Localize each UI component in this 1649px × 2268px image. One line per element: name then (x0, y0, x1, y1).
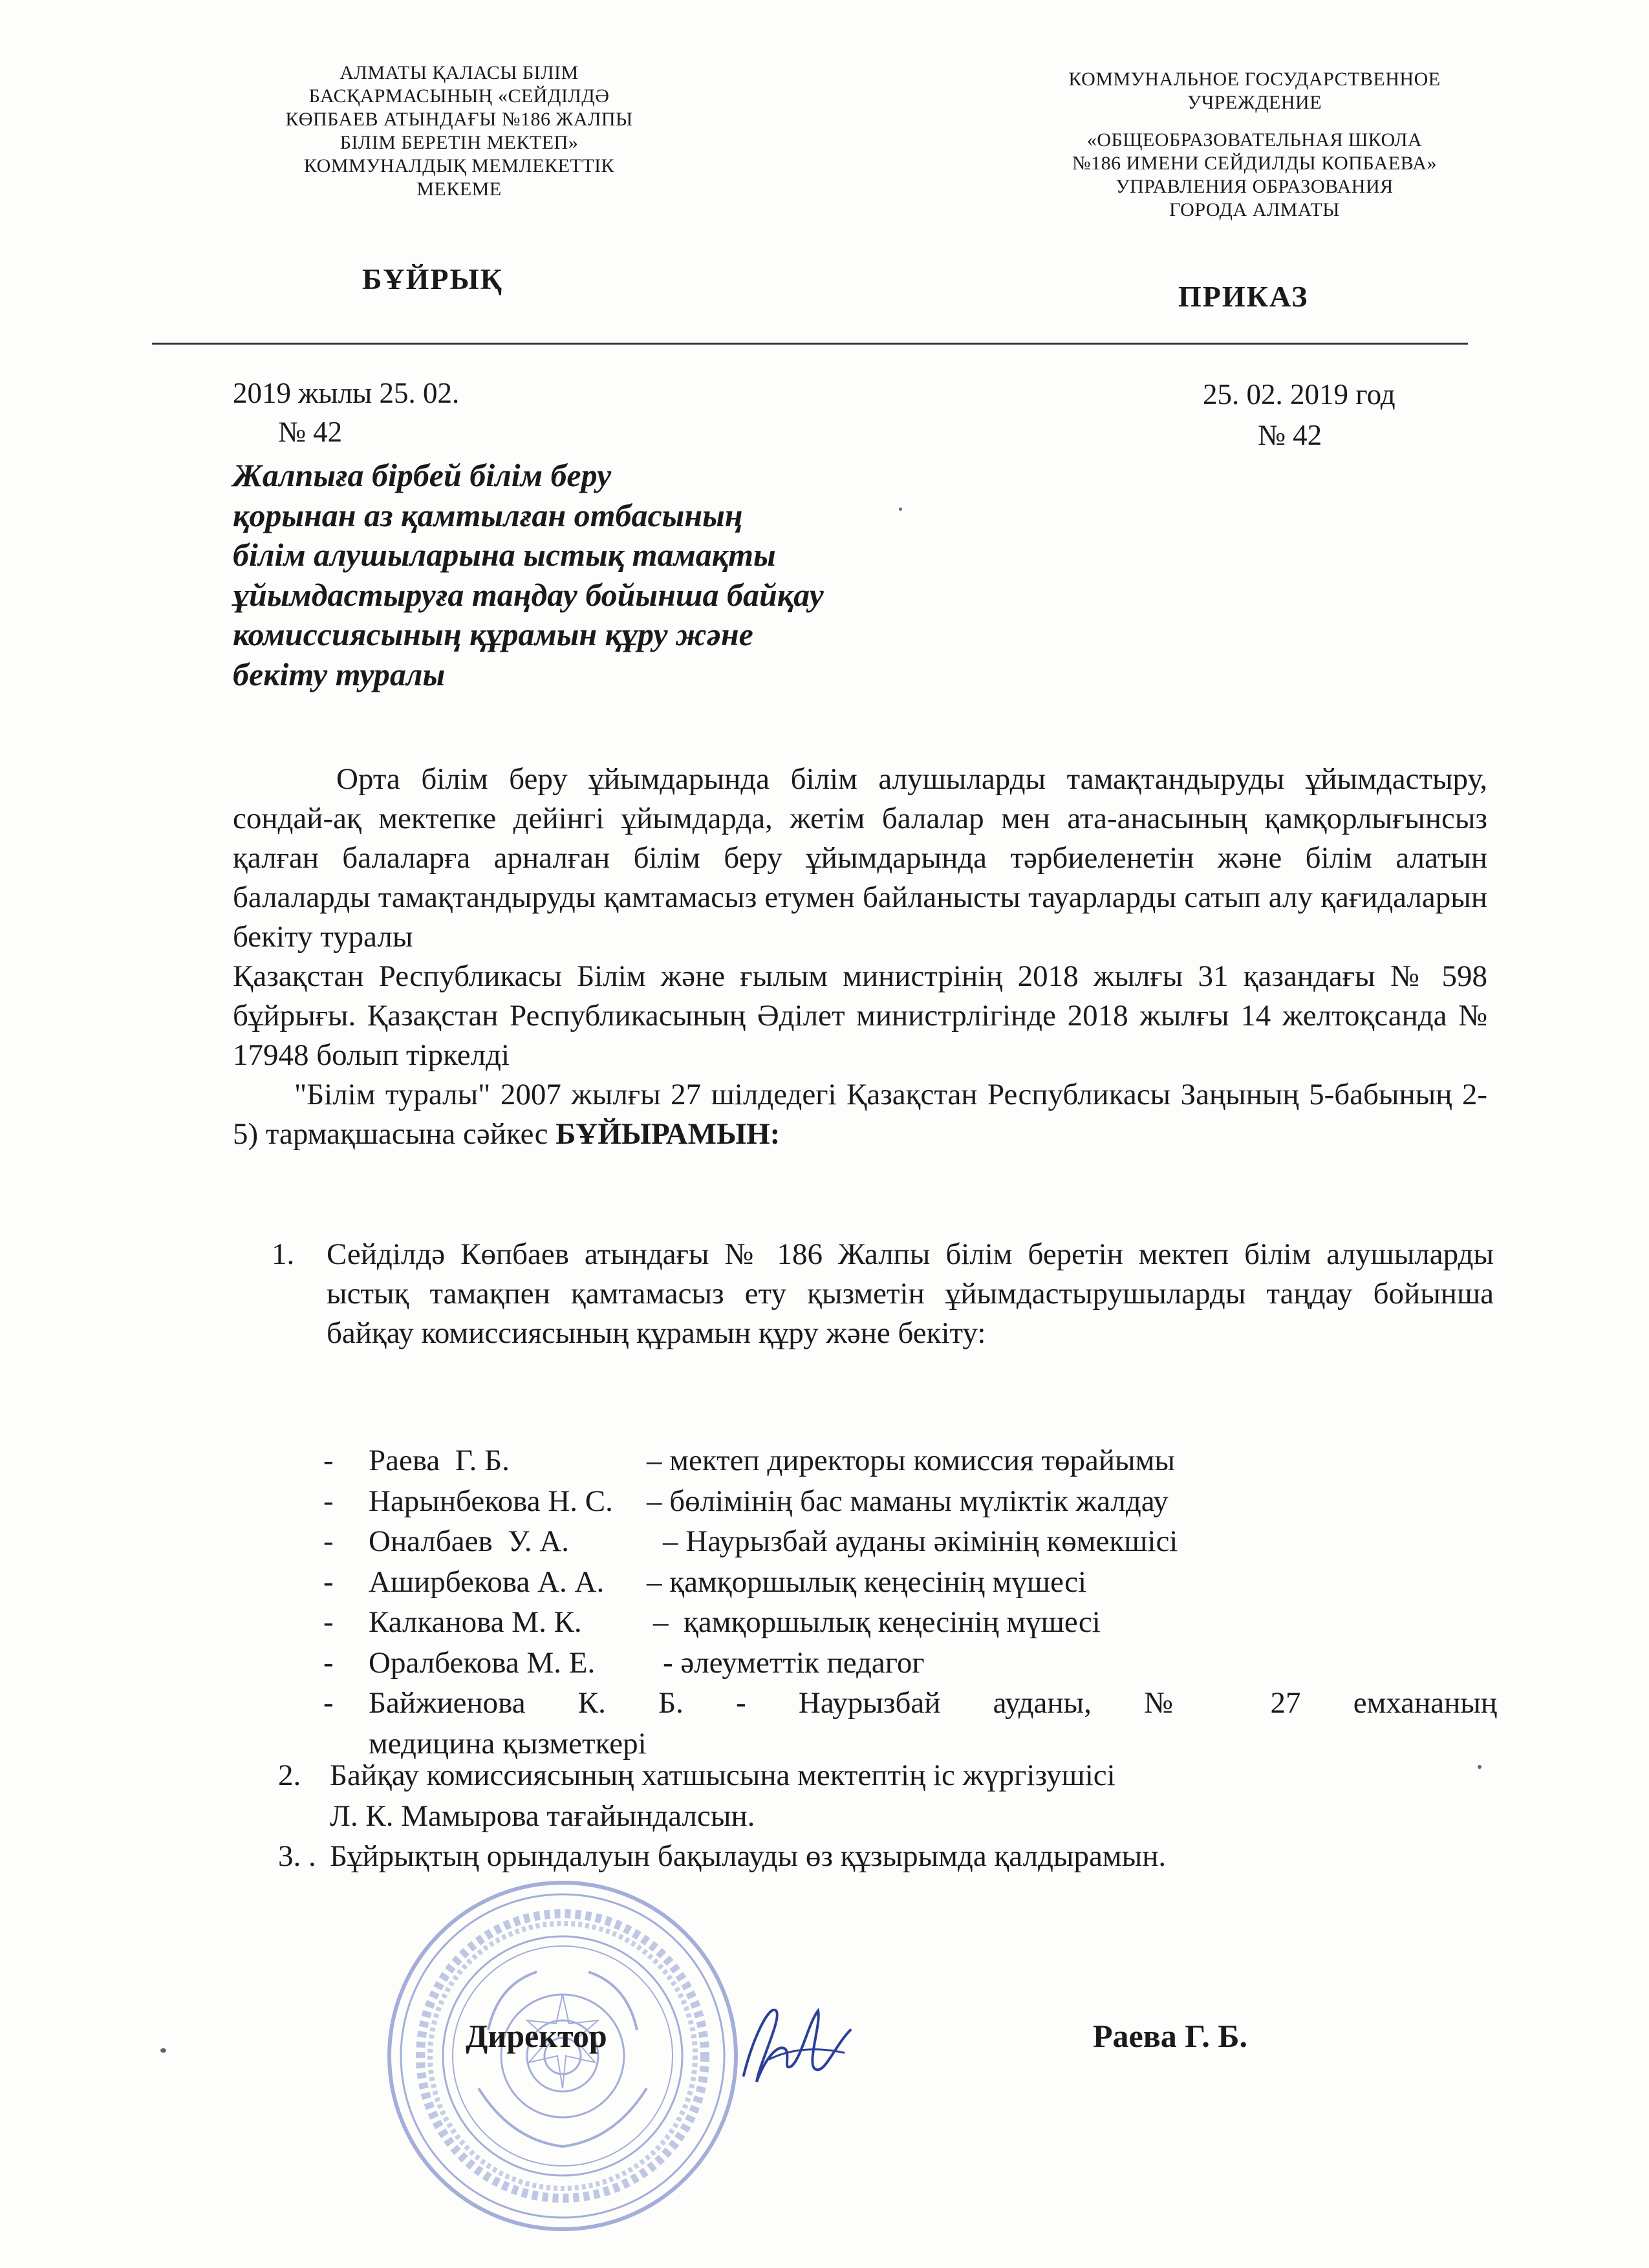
header-ru-line: ГОРОДА АЛМАТЫ (1169, 199, 1340, 220)
member-row (323, 1440, 1497, 1481)
header-ru-line: КОММУНАЛЬНОЕ ГОСУДАРСТВЕННОЕ (1068, 69, 1441, 90)
header-kz-line: КОММУНАЛДЫҚ МЕМЛЕКЕТТІК (303, 155, 615, 177)
paragraph-rules: Орта білім беру ұйымдарында білім алушыларды тамақтандыруды ұйымдастыру, сондай-ақ мектепке дейінгі ұйымдарда, жетім балалар мен ата-анасының қамқорлығынсыз қалған балаларға арналған білім беру ұйымдарында тәрбиеленетін және білім алатын балаларды тамақтандыруды қамтамасыз етумен байланысты тауарларды сатып алу қағидаларын бекіту туралы (233, 762, 1487, 954)
member-name: Калканова М. К. (369, 1605, 582, 1639)
member-row (323, 1683, 1497, 1724)
item-number: 2. (278, 1759, 301, 1792)
bullet-dash: - (323, 1686, 334, 1720)
law-text: "Білім туралы" 2007 жылғы 27 шілдедегі Қазақстан Республикасы Заңының 5-бабының 2-5) тармақшасына сәйкес (233, 1078, 1487, 1151)
scan-speck (899, 508, 902, 511)
title-line: комиссиясының құрамын құру және (233, 616, 753, 652)
member-row (323, 1643, 1497, 1684)
member-row (323, 1562, 1497, 1603)
member-row (323, 1602, 1497, 1643)
member-role: – Наурызбай ауданы әкімінің көмекшісі (663, 1524, 1178, 1558)
header-ru-org (1009, 68, 1500, 222)
scan-speck (160, 2048, 166, 2053)
header-kz-line: БАСҚАРМАСЫНЫҢ «СЕЙДІЛДӘ (308, 85, 610, 107)
item-number: 3. . (278, 1839, 316, 1873)
member-role: – мектеп директоры комиссия төрайымы (647, 1444, 1175, 1477)
header-ru-line: УЧРЕЖДЕНИЕ (1187, 92, 1322, 113)
member-entry: Байжиенова К. Б. - Наурызбай ауданы, № 27 емхананың (369, 1686, 1497, 1720)
bullet-dash: - (323, 1565, 334, 1599)
header-kz-line: АЛМАТЫ ҚАЛАСЫ БІЛІМ (339, 62, 579, 83)
member-role: - әлеуметтік педагог (663, 1645, 925, 1680)
date-kz: 2019 жылы 25. 02. (233, 377, 460, 409)
title-line: ұйымдастыруға таңдау бойынша байқау (233, 576, 824, 613)
commission-members (323, 1440, 1497, 1764)
item-text: Сейділдә Көпбаев атындағы № 186 Жалпы білім беретін мектеп білім алушыларды ыстық тамақпен қамтамасыз ету қызметін ұйымдастырушыларды таңдау бойынша байқау комиссиясының құрамын құру және бекіту: (327, 1237, 1494, 1350)
item-text: Бұйрықтың орындалуын бақылауды өз құзырымда қалдырамын. (330, 1839, 1167, 1873)
bullet-dash: - (323, 1524, 334, 1558)
school-round-stamp (382, 1875, 744, 2237)
item-text: Байқау комиссиясының хатшысына мектептің іс жүргізушісі (330, 1759, 1116, 1792)
member-name: Аширбекова А. А. (369, 1565, 605, 1599)
header-kz-line: КӨПБАЕВ АТЫНДАҒЫ №186 ЖАЛПЫ (285, 109, 633, 130)
member-role: – қамқоршылық кеңесінің мүшесі (653, 1605, 1101, 1639)
order-body (233, 760, 1487, 1154)
title-line: білім алушыларына ыстық тамақты (233, 537, 776, 573)
signature-name: Раева Г. Б. (1093, 2018, 1247, 2054)
header-kz-line: БІЛІМ БЕРЕТІН МЕКТЕП» (339, 132, 579, 153)
bullet-dash: - (323, 1605, 334, 1639)
member-row (323, 1521, 1497, 1562)
member-name: Раева Г. Б. (369, 1444, 510, 1477)
item-text-continued: Л. К. Мамырова тағайындалсын. (330, 1799, 755, 1833)
item-2 (278, 1755, 1494, 1796)
items-2-3 (278, 1755, 1494, 1877)
date-ru: 25. 02. 2019 год (1203, 378, 1396, 411)
title-line: бекіту туралы (233, 656, 446, 692)
order-word: БҰЙЫРАМЫН: (555, 1117, 781, 1151)
member-name: Нарынбекова Н. С. (369, 1484, 613, 1518)
header-ru-line: УПРАВЛЕНИЯ ОБРАЗОВАНИЯ (1116, 176, 1394, 197)
header-ru-line: «ОБЩЕОБРАЗОВАТЕЛЬНАЯ ШКОЛА (1086, 129, 1423, 151)
member-name: Оралбекова М. Е. (369, 1645, 596, 1680)
member-role: – қамқоршылық кеңесінің мүшесі (647, 1565, 1087, 1599)
bullet-dash: - (323, 1645, 334, 1680)
item-3 (278, 1836, 1494, 1877)
scan-speck (1478, 1765, 1482, 1769)
bullet-dash: - (323, 1444, 334, 1477)
order-number-ru: № 42 (1258, 419, 1322, 451)
member-name: Оналбаев У. А. (369, 1524, 569, 1558)
director-signature (731, 1985, 860, 2095)
member-row (323, 1481, 1497, 1522)
paragraph-ministry-order: Қазақстан Республикасы Білім және ғылым министрінің 2018 жылғы 31 қазандағы № 598 бұйрығы. Қазақстан Республикасының Әділет министрлігінде 2018 жылғы 14 желтоқсанда № 17948 болып тіркелді (233, 959, 1487, 1072)
header-kz-org (213, 61, 705, 201)
doc-type-kz: БҰЙРЫҚ (362, 262, 504, 295)
order-number-kz: № 42 (278, 416, 343, 448)
title-line: Жалпыға бірбей білім беру (233, 457, 612, 493)
doc-type-ru: ПРИКАЗ (1178, 280, 1309, 313)
header-ru-line: №186 ИМЕНИ СЕЙДИЛДЫ КОПБАЕВА» (1072, 153, 1437, 174)
signature-title: Директор (466, 2018, 607, 2054)
bullet-dash: - (323, 1484, 334, 1518)
paragraph-law (233, 1075, 1487, 1154)
member-entry-continued: медицина қызметкері (369, 1726, 647, 1760)
item-number: 1. (272, 1237, 295, 1271)
member-role: – бөлімінің бас маманы мүліктік жалдау (647, 1484, 1169, 1518)
title-line: қорынан аз қамтылған отбасының (233, 497, 743, 533)
item-1 (272, 1235, 1494, 1353)
header-divider (152, 343, 1468, 345)
header-kz-line: МЕКЕМЕ (416, 178, 502, 200)
order-title (233, 456, 983, 694)
